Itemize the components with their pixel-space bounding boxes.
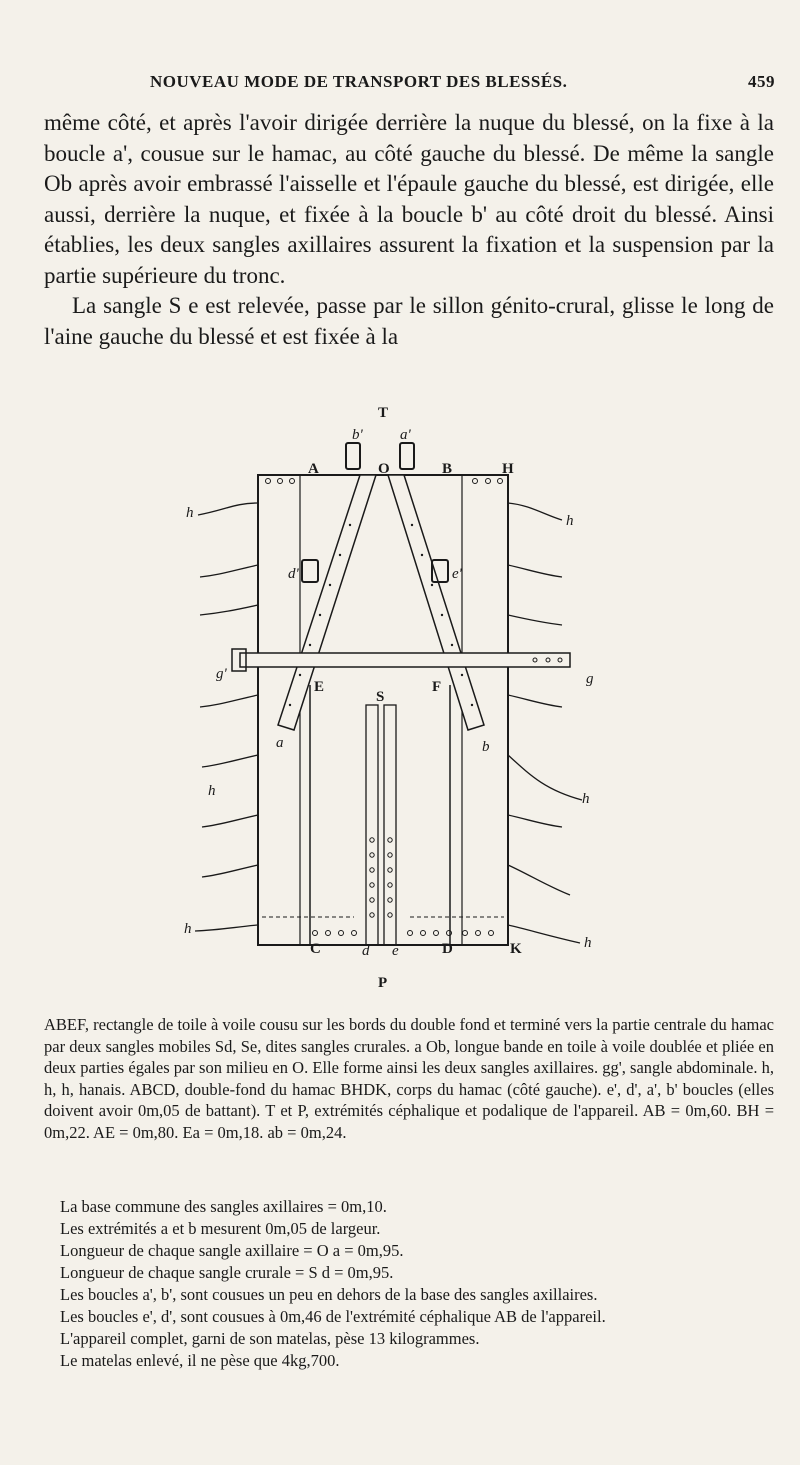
note-line: Les extrémités a et b mesurent 0m,05 de largeur. bbox=[60, 1219, 381, 1238]
label-b: b bbox=[482, 739, 490, 755]
body-paragraph-1: même côté, et après l'avoir dirigée derrière la nuque du blessé, on la fixe à la boucle a', cousue sur le hamac, au côté gauche du blessé. De même la sangle Ob après avoir embrassé l'aisselle et l'épaule gauche du blessé, est dirigée, elle aussi, derrière la nuque, et fixée à la boucle b' au côté droit du blessé. Ainsi établies, les deux sangles axillaires assurent la fixation et la suspension par la partie supérieure du tronc. bbox=[44, 110, 774, 288]
caption-text: ABEF, rectangle de toile à voile cousu sur les bords du double fond et terminé vers la partie centrale du hamac par deux sangles mobiles Sd, Se, dites sangles crurales. a Ob, longue bande en toile à voile doublée et pliée en deux parties égales par son milieu en O. Elle forme ainsi les deux sangles axillaires. gg', sangle abdominale. h, h, h, hanais. ABCD, double-fond du hamac BHDK, corps du hamac (côté gauche). e', d', a', b' boucles (elles doivent avoir 0m,05 de battant). T et P, extrémités céphalique et podalique de l'appareil. AB = 0m,60. BH = 0m,22. AE = 0m,80. Ea = 0m,18. ab = 0m,24. bbox=[44, 1015, 774, 1142]
buckle-b-prime bbox=[346, 443, 360, 469]
top-eyelets bbox=[266, 479, 503, 484]
crural-strap-eyelets bbox=[370, 838, 392, 917]
hanais-ropes bbox=[195, 503, 582, 943]
note-line: La base commune des sangles axillaires = 0m,10. bbox=[60, 1197, 387, 1216]
label-a-prime: a' bbox=[400, 427, 411, 443]
page-number: 459 bbox=[748, 72, 775, 91]
buckle-d-prime bbox=[302, 560, 318, 582]
rectangle-left-leg bbox=[310, 685, 378, 945]
label-h-6: h bbox=[584, 935, 592, 951]
label-g: g bbox=[586, 671, 594, 687]
note-line: Le matelas enlevé, il ne pèse que 4kg,700. bbox=[60, 1351, 340, 1370]
label-S: S bbox=[376, 689, 385, 705]
label-K: K bbox=[510, 941, 522, 957]
label-h-5: h bbox=[184, 921, 192, 937]
label-h-4: h bbox=[582, 791, 590, 807]
buckle-a-prime bbox=[400, 443, 414, 469]
running-title: NOUVEAU MODE DE TRANSPORT DES BLESSÉS. bbox=[150, 72, 568, 91]
label-B: B bbox=[442, 461, 453, 477]
label-g-prime: g' bbox=[216, 666, 227, 682]
figure-notes bbox=[60, 1196, 775, 1372]
note-line: Les boucles e', d', sont cousues à 0m,46 de l'extrémité céphalique AB de l'appareil. bbox=[60, 1307, 606, 1326]
bottom-eyelets bbox=[313, 931, 494, 936]
label-h-2: h bbox=[566, 513, 574, 529]
label-d-prime: d' bbox=[288, 566, 299, 582]
note-line: L'appareil complet, garni de son matelas, pèse 13 kilogrammes. bbox=[60, 1329, 480, 1348]
label-h-1: h bbox=[186, 505, 194, 521]
crural-strap-left bbox=[366, 705, 378, 945]
label-e-prime: e' bbox=[452, 566, 462, 582]
label-P: P bbox=[378, 975, 388, 991]
label-O: O bbox=[378, 461, 390, 477]
note-line: Les boucles a', b', sont cousues un peu en dehors de la base des sangles axillaires. bbox=[60, 1285, 598, 1304]
body-text bbox=[44, 108, 774, 352]
label-D: D bbox=[442, 941, 453, 957]
axillary-strap-a bbox=[278, 475, 376, 730]
label-A: A bbox=[308, 461, 319, 477]
label-h-3: h bbox=[208, 783, 216, 799]
label-T: T bbox=[378, 405, 389, 421]
label-C: C bbox=[310, 941, 321, 957]
running-head bbox=[40, 72, 775, 98]
hammock-figure bbox=[150, 395, 670, 995]
note-line: Longueur de chaque sangle crurale = S d = 0m,95. bbox=[60, 1263, 394, 1282]
label-a: a bbox=[276, 735, 284, 751]
label-b-prime: b' bbox=[352, 427, 363, 443]
hammock-diagram bbox=[150, 395, 670, 995]
label-E: E bbox=[314, 679, 325, 695]
label-H: H bbox=[502, 461, 514, 477]
label-e: e bbox=[392, 943, 399, 959]
figure-caption bbox=[44, 1014, 774, 1143]
label-F: F bbox=[432, 679, 442, 695]
body-paragraph-2: La sangle S e est relevée, passe par le sillon génito-crural, glisse le long de l'aine gauche du blessé et est fixée à la bbox=[44, 293, 774, 349]
abdominal-strap bbox=[240, 653, 570, 667]
crural-strap-right bbox=[384, 705, 396, 945]
note-line: Longueur de chaque sangle axillaire = O a = 0m,95. bbox=[60, 1241, 404, 1260]
rectangle-right-leg bbox=[388, 685, 450, 945]
label-d: d bbox=[362, 943, 370, 959]
